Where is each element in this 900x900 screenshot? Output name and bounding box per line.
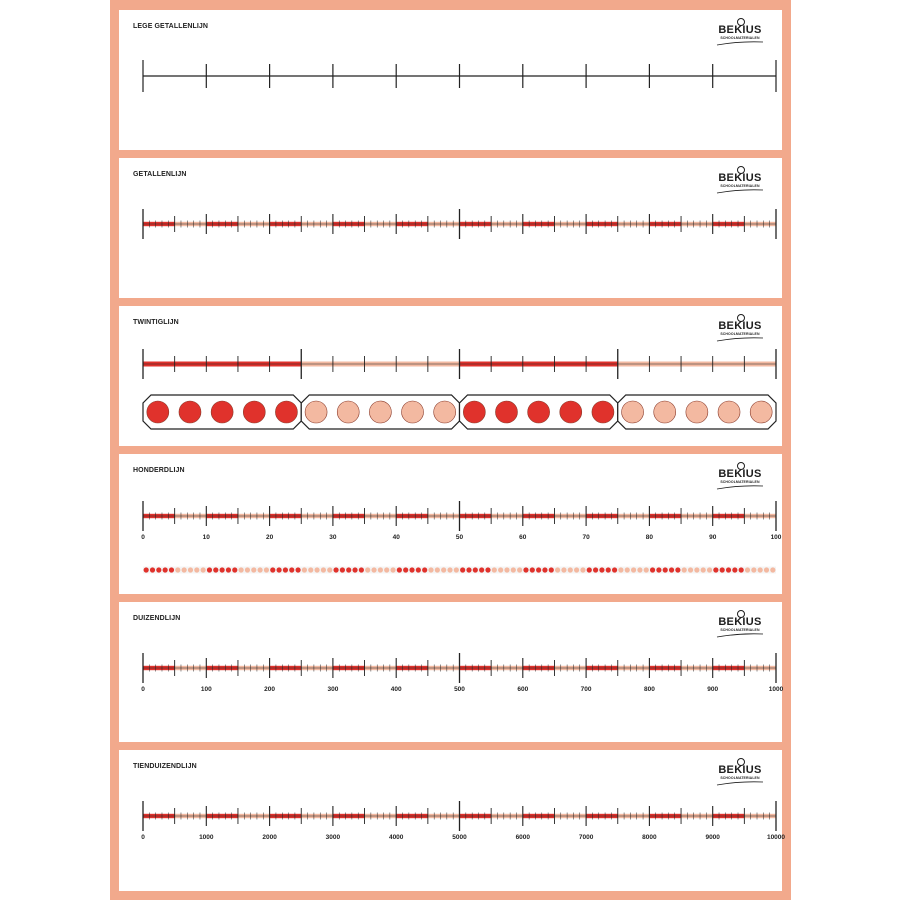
bead — [179, 401, 201, 423]
tick-label: 6000 — [515, 834, 531, 841]
small-bead — [758, 567, 763, 572]
small-bead — [675, 567, 680, 572]
small-bead — [340, 567, 345, 572]
small-bead — [625, 567, 630, 572]
small-bead — [523, 567, 528, 572]
bead — [305, 401, 327, 423]
small-bead — [644, 567, 649, 572]
panel-title: GETALLENLIJN — [133, 171, 187, 178]
panel-title: TWINTIGLIJN — [133, 319, 179, 326]
small-bead — [163, 567, 168, 572]
small-bead — [295, 567, 300, 572]
small-bead — [720, 567, 725, 572]
tick-label: 1000 — [199, 834, 214, 841]
small-bead — [321, 567, 326, 572]
small-bead — [688, 567, 693, 572]
tick-label: 70 — [582, 534, 590, 541]
small-bead — [454, 567, 459, 572]
tick-label: 2000 — [262, 834, 277, 841]
small-bead — [561, 567, 566, 572]
small-bead — [188, 567, 193, 572]
small-bead — [169, 567, 174, 572]
small-bead — [264, 567, 269, 572]
tick-label: 0 — [141, 686, 145, 693]
logo-subtitle: SCHOOLMATERIALEN — [720, 184, 760, 188]
small-bead — [460, 567, 465, 572]
small-bead — [156, 567, 161, 572]
small-bead — [504, 567, 509, 572]
small-bead — [384, 567, 389, 572]
panel-tenthousand-line — [119, 750, 786, 891]
tick-label: 4000 — [388, 834, 404, 841]
small-bead — [175, 567, 180, 572]
small-bead — [245, 567, 250, 572]
tick-label: 0 — [141, 534, 145, 541]
bead — [147, 401, 169, 423]
small-bead — [220, 567, 225, 572]
small-bead — [599, 567, 604, 572]
bead — [434, 401, 456, 423]
tick-label: 10 — [202, 534, 210, 541]
small-bead — [390, 567, 395, 572]
small-bead — [568, 567, 573, 572]
small-bead — [637, 567, 642, 572]
small-bead — [492, 567, 497, 572]
small-bead — [631, 567, 636, 572]
tick-label: 500 — [454, 686, 465, 693]
bead — [654, 401, 676, 423]
small-bead — [555, 567, 560, 572]
panel-numberline — [119, 158, 782, 298]
small-bead — [276, 567, 281, 572]
small-bead — [726, 567, 731, 572]
bead — [750, 401, 772, 423]
small-bead — [308, 567, 313, 572]
numberline-100 — [119, 158, 782, 298]
panel-title: TIENDUIZENDLIJN — [133, 763, 197, 770]
small-bead — [378, 567, 383, 572]
small-bead — [498, 567, 503, 572]
small-bead — [213, 567, 218, 572]
tick-label: 200 — [264, 686, 276, 693]
small-bead — [182, 567, 187, 572]
small-bead — [416, 567, 421, 572]
small-bead — [346, 567, 351, 572]
tick-label: 5000 — [452, 834, 467, 841]
small-bead — [707, 567, 712, 572]
small-bead — [770, 567, 775, 572]
panel-title: LEGE GETALLENLIJN — [133, 23, 209, 30]
small-bead — [606, 567, 611, 572]
tick-label: 40 — [392, 534, 400, 541]
tick-label: 60 — [519, 534, 527, 541]
thousand-line — [119, 602, 782, 742]
bead — [275, 401, 297, 423]
small-bead — [618, 567, 623, 572]
small-bead — [593, 567, 598, 572]
tick-label: 300 — [327, 686, 339, 693]
tick-label: 100 — [200, 686, 212, 693]
tick-label: 100 — [770, 534, 782, 541]
bead — [495, 401, 517, 423]
small-bead — [663, 567, 668, 572]
tick-label: 9000 — [705, 834, 720, 841]
small-bead — [739, 567, 744, 572]
small-bead — [258, 567, 263, 572]
tick-label: 1000 — [768, 686, 784, 693]
panel-twenty-line — [119, 306, 782, 446]
small-bead — [232, 567, 237, 572]
small-bead — [441, 567, 446, 572]
panel-title: DUIZENDLIJN — [133, 615, 181, 622]
panel-thousand-line — [119, 602, 782, 742]
bead — [718, 401, 740, 423]
small-bead — [207, 567, 212, 572]
small-bead — [201, 567, 206, 572]
logo-wordmark: BEKIUS — [718, 24, 762, 36]
small-bead — [435, 567, 440, 572]
bead — [211, 401, 233, 423]
logo-subtitle: SCHOOLMATERIALEN — [720, 332, 760, 336]
tick-label: 0 — [141, 834, 145, 841]
small-bead — [549, 567, 554, 572]
small-bead — [732, 567, 737, 572]
bead — [686, 401, 708, 423]
small-bead — [517, 567, 522, 572]
bead — [528, 401, 550, 423]
small-bead — [530, 567, 535, 572]
small-bead — [302, 567, 307, 572]
tick-label: 7000 — [578, 834, 594, 841]
small-bead — [251, 567, 256, 572]
tick-label: 3000 — [325, 834, 341, 841]
small-bead — [447, 567, 452, 572]
small-bead — [428, 567, 433, 572]
logo-wordmark: BEKIUS — [718, 320, 762, 332]
panel-empty-numberline — [119, 10, 782, 150]
bead — [463, 401, 485, 423]
logo-subtitle: SCHOOLMATERIALEN — [720, 628, 760, 632]
small-bead — [694, 567, 699, 572]
tenthousand-line — [119, 750, 786, 891]
bead — [243, 401, 265, 423]
small-bead — [327, 567, 332, 572]
small-bead — [745, 567, 750, 572]
small-bead — [612, 567, 617, 572]
small-bead — [403, 567, 408, 572]
tick-label: 30 — [329, 534, 337, 541]
small-bead — [226, 567, 231, 572]
small-bead — [511, 567, 516, 572]
small-bead — [144, 567, 149, 572]
small-bead — [536, 567, 541, 572]
small-bead — [289, 567, 294, 572]
small-bead — [656, 567, 661, 572]
bead-string — [143, 567, 776, 574]
small-bead — [682, 567, 687, 572]
small-bead — [764, 567, 769, 572]
logo-wordmark: BEKIUS — [718, 468, 762, 480]
panel-title: HONDERDLIJN — [133, 467, 185, 474]
small-bead — [650, 567, 655, 572]
twenty-line — [119, 306, 782, 446]
small-bead — [473, 567, 478, 572]
bead — [402, 401, 424, 423]
small-bead — [587, 567, 592, 572]
small-bead — [270, 567, 275, 572]
tick-label: 80 — [645, 534, 654, 541]
small-bead — [580, 567, 585, 572]
logo-subtitle: SCHOOLMATERIALEN — [720, 776, 760, 780]
tick-label: 400 — [390, 686, 402, 693]
small-bead — [365, 567, 370, 572]
small-bead — [466, 567, 471, 572]
small-bead — [333, 567, 338, 572]
small-bead — [574, 567, 579, 572]
worksheet-frame — [110, 0, 791, 900]
logo-wordmark: BEKIUS — [718, 172, 762, 184]
bead — [622, 401, 644, 423]
tick-label: 900 — [707, 686, 719, 693]
bead — [337, 401, 359, 423]
small-bead — [371, 567, 376, 572]
logo-subtitle: SCHOOLMATERIALEN — [720, 480, 760, 484]
bead — [592, 401, 614, 423]
small-bead — [701, 567, 706, 572]
small-bead — [542, 567, 547, 572]
bead — [369, 401, 391, 423]
tick-label: 600 — [517, 686, 529, 693]
small-bead — [669, 567, 674, 572]
small-bead — [713, 567, 718, 572]
tick-label: 8000 — [642, 834, 657, 841]
empty-numberline — [119, 10, 782, 150]
panel-hundred-line — [119, 454, 782, 594]
small-bead — [283, 567, 288, 572]
small-bead — [239, 567, 244, 572]
small-bead — [409, 567, 414, 572]
tick-label: 10000 — [766, 834, 786, 841]
small-bead — [150, 567, 155, 572]
tick-label: 90 — [709, 534, 717, 541]
small-bead — [194, 567, 199, 572]
logo-subtitle: SCHOOLMATERIALEN — [720, 36, 760, 40]
small-bead — [422, 567, 427, 572]
tick-label: 800 — [643, 686, 655, 693]
small-bead — [479, 567, 484, 572]
tick-label: 700 — [580, 686, 592, 693]
small-bead — [359, 567, 364, 572]
small-bead — [751, 567, 756, 572]
small-bead — [314, 567, 319, 572]
tick-label: 50 — [455, 534, 464, 541]
small-bead — [397, 567, 402, 572]
logo-wordmark: BEKIUS — [718, 616, 762, 628]
small-bead — [485, 567, 490, 572]
bead — [560, 401, 582, 423]
logo-wordmark: BEKIUS — [718, 764, 762, 776]
hundred-line — [119, 454, 782, 594]
tick-label: 20 — [265, 534, 274, 541]
small-bead — [352, 567, 357, 572]
